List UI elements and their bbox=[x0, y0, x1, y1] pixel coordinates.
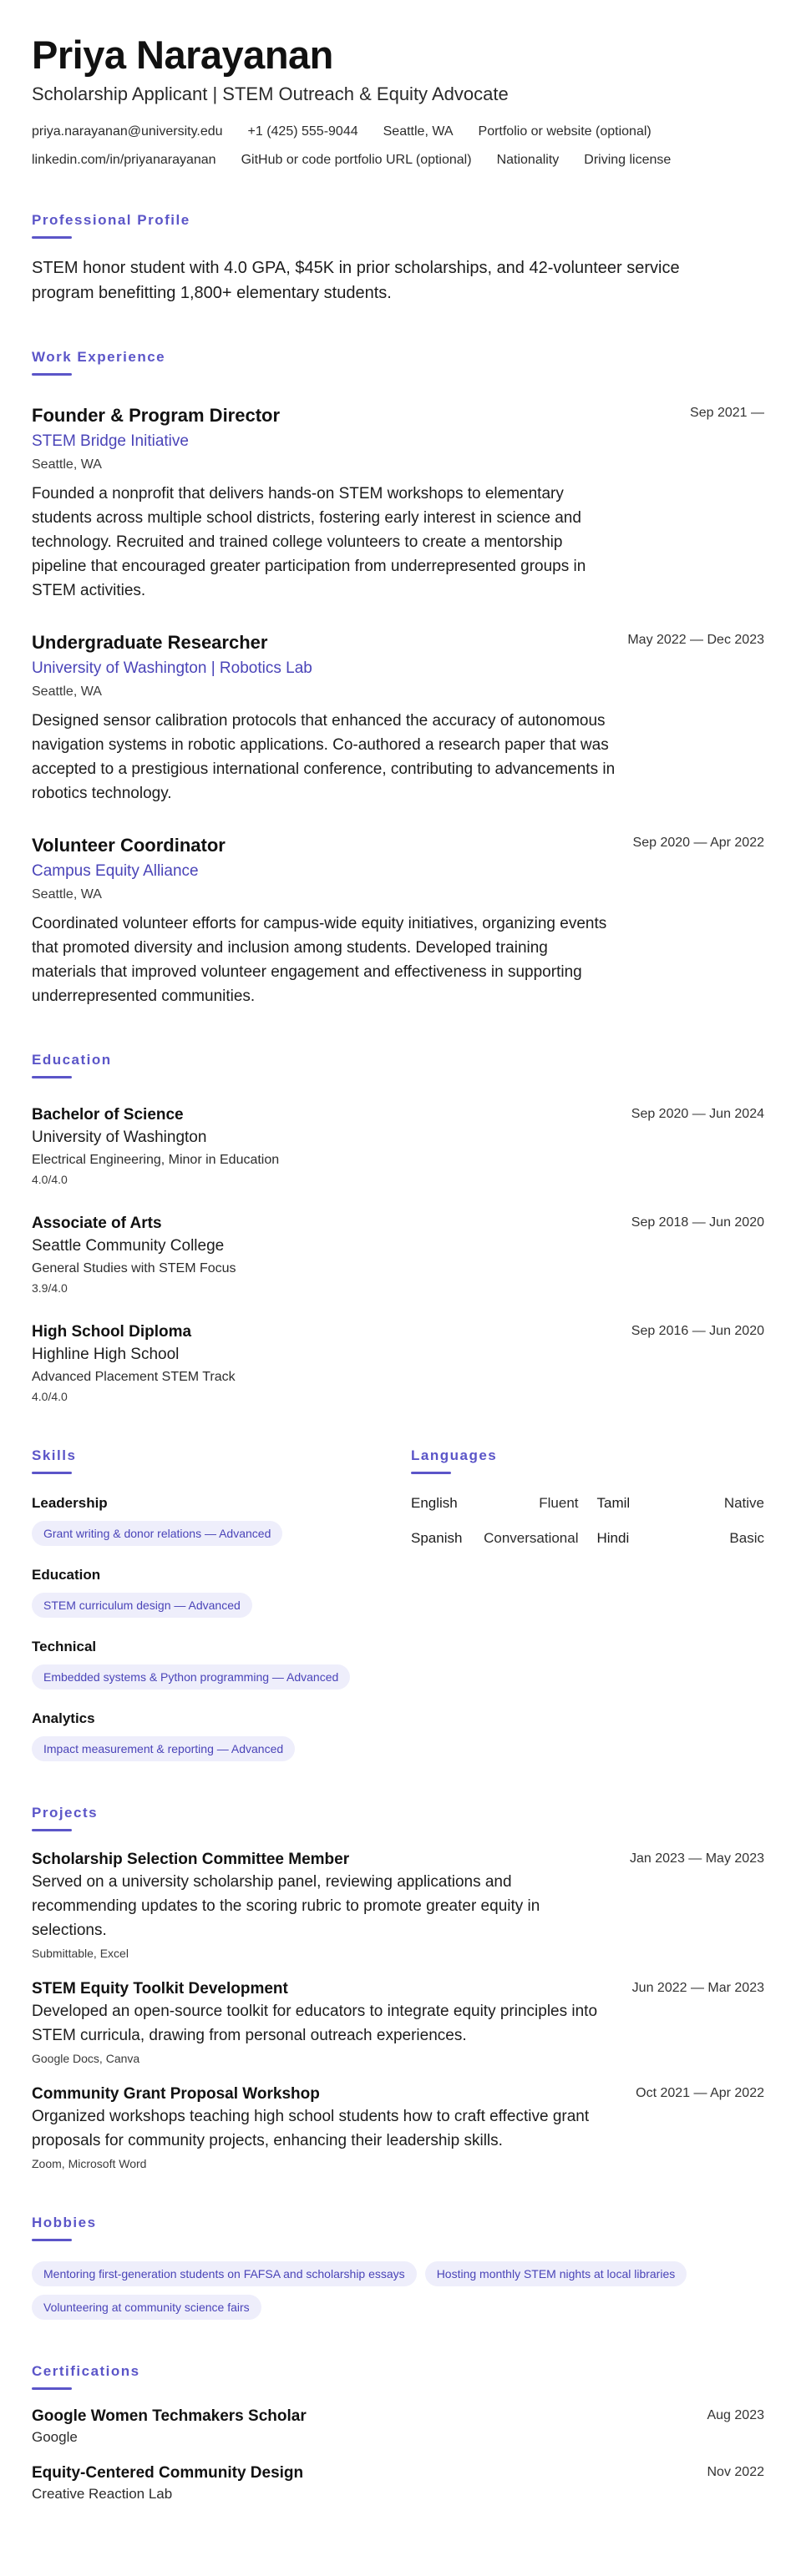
certification-date: Nov 2022 bbox=[707, 2465, 764, 2479]
language-level: Fluent bbox=[539, 1495, 579, 1511]
education-section bbox=[32, 1052, 764, 1404]
certification-entry bbox=[32, 2407, 764, 2447]
project-entry bbox=[32, 1850, 764, 1961]
education-gpa: 4.0/4.0 bbox=[32, 1390, 68, 1403]
hobbies-list bbox=[32, 2253, 764, 2320]
project-tools: Submittable, Excel bbox=[32, 1947, 129, 1960]
education-gpa: 4.0/4.0 bbox=[32, 1173, 68, 1186]
hobby-chip: Mentoring first-generation students on FAFSA and scholarship essays bbox=[32, 2261, 417, 2286]
candidate-name: Priya Narayanan bbox=[32, 33, 333, 77]
languages-grid bbox=[411, 1494, 764, 1548]
section-title: Hobbies bbox=[32, 2215, 97, 2230]
skill-category: Education bbox=[32, 1567, 101, 1583]
project-description: Developed an open-source toolkit for educators to integrate equity principles into STEM curricula, drawing from personal outreach experiences. bbox=[32, 2003, 598, 2044]
language-level: Conversational bbox=[484, 1530, 579, 1546]
language-name: Tamil bbox=[596, 1495, 631, 1511]
job-dates: May 2022 — Dec 2023 bbox=[627, 633, 764, 647]
languages-section bbox=[411, 1447, 764, 1761]
education-school: Seattle Community College bbox=[32, 1237, 225, 1255]
section-title: Skills bbox=[32, 1447, 77, 1463]
job-description: Founded a nonprofit that delivers hands-on STEM workshops to elementary students across multiple school districts, fostering early interest in science and technology. Recruited and trained college volunteers to create a mentorship pipeline that encouraged greater participation from underrepresented groups in STEM activities. bbox=[32, 485, 586, 599]
contact-location: Seattle, WA bbox=[383, 124, 454, 139]
certification-issuer: Creative Reaction Lab bbox=[32, 2486, 173, 2502]
job-location: Seattle, WA bbox=[32, 887, 102, 902]
project-entry bbox=[32, 1979, 764, 2066]
job-title: Volunteer Coordinator bbox=[32, 835, 226, 856]
skill-category: Technical bbox=[32, 1639, 97, 1654]
project-dates: Oct 2021 — Apr 2022 bbox=[636, 2086, 764, 2100]
project-description: Organized workshops teaching high school students how to craft effective grant proposals for community projects, enhancing their leadership skills. bbox=[32, 2108, 590, 2149]
contact-github[interactable]: GitHub or code portfolio URL (optional) bbox=[241, 153, 472, 167]
hobbies-section bbox=[32, 2215, 764, 2320]
hobby-chip: Volunteering at community science fairs bbox=[32, 2295, 261, 2320]
project-title: Community Grant Proposal Workshop bbox=[32, 2085, 320, 2103]
contact-driving-license: Driving license bbox=[584, 153, 672, 167]
skills-section bbox=[32, 1447, 411, 1761]
section-divider bbox=[32, 1829, 72, 1831]
job-entry bbox=[32, 631, 764, 806]
project-description: Served on a university scholarship panel, reviewing applications and recommending updates to the scoring rubric to promote greater equity in selections. bbox=[32, 1873, 540, 1939]
education-dates: Sep 2018 — Jun 2020 bbox=[631, 1215, 764, 1230]
education-entry bbox=[32, 1105, 764, 1187]
job-organization: University of Washington | Robotics Lab bbox=[32, 659, 312, 677]
education-field: Electrical Engineering, Minor in Education bbox=[32, 1153, 280, 1167]
language-name: Hindi bbox=[596, 1530, 630, 1546]
skill-chip: Grant writing & donor relations — Advanced bbox=[32, 1521, 282, 1546]
section-divider bbox=[32, 1076, 72, 1078]
contact-portfolio[interactable]: Portfolio or website (optional) bbox=[478, 124, 652, 139]
skills-languages-row bbox=[32, 1447, 764, 1761]
candidate-headline: Scholarship Applicant | STEM Outreach & Equity Advocate bbox=[32, 83, 509, 104]
education-degree: Associate of Arts bbox=[32, 1215, 162, 1232]
project-tools: Google Docs, Canva bbox=[32, 2052, 140, 2065]
skill-group bbox=[32, 1710, 411, 1761]
project-title: STEM Equity Toolkit Development bbox=[32, 1980, 288, 1998]
section-title: Work Experience bbox=[32, 349, 166, 365]
job-title: Undergraduate Researcher bbox=[32, 632, 268, 653]
section-divider bbox=[32, 373, 72, 376]
project-entry bbox=[32, 2084, 764, 2171]
language-level: Basic bbox=[729, 1530, 764, 1546]
job-location: Seattle, WA bbox=[32, 684, 102, 699]
certification-date: Aug 2023 bbox=[707, 2408, 764, 2422]
job-entry bbox=[32, 834, 764, 1008]
education-entry bbox=[32, 1214, 764, 1296]
project-tools: Zoom, Microsoft Word bbox=[32, 2157, 147, 2170]
language-name: Spanish bbox=[411, 1530, 463, 1546]
job-organization: Campus Equity Alliance bbox=[32, 862, 199, 880]
job-entry bbox=[32, 404, 764, 603]
contact-nationality: Nationality bbox=[496, 153, 560, 167]
skill-group bbox=[32, 1638, 411, 1690]
education-entry bbox=[32, 1322, 764, 1404]
education-field: General Studies with STEM Focus bbox=[32, 1261, 236, 1275]
certification-title: Equity-Centered Community Design bbox=[32, 2464, 304, 2482]
section-divider bbox=[32, 1472, 72, 1474]
education-field: Advanced Placement STEM Track bbox=[32, 1370, 236, 1384]
job-location: Seattle, WA bbox=[32, 457, 102, 472]
skill-group bbox=[32, 1494, 411, 1546]
section-divider bbox=[411, 1472, 451, 1474]
contact-phone[interactable]: +1 (425) 555-9044 bbox=[247, 124, 358, 139]
section-title: Languages bbox=[411, 1447, 498, 1463]
section-title: Education bbox=[32, 1052, 112, 1068]
section-divider bbox=[32, 2387, 72, 2390]
project-dates: Jun 2022 — Mar 2023 bbox=[631, 1981, 764, 1995]
language-item bbox=[597, 1494, 765, 1513]
education-dates: Sep 2020 — Jun 2024 bbox=[631, 1107, 764, 1121]
certifications-section bbox=[32, 2363, 764, 2503]
section-title: Projects bbox=[32, 1805, 99, 1821]
language-name: English bbox=[411, 1495, 458, 1511]
section-title: Certifications bbox=[32, 2363, 140, 2379]
language-item bbox=[411, 1494, 579, 1513]
job-description: Designed sensor calibration protocols that enhanced the accuracy of autonomous navigation systems in robotic applications. Co-authored a research paper that was accepted to a prestigious international conference, contributing to advancements in robotics technology. bbox=[32, 712, 616, 802]
certification-entry bbox=[32, 2463, 764, 2503]
section-divider bbox=[32, 2239, 72, 2241]
job-dates: Sep 2020 — Apr 2022 bbox=[632, 836, 764, 850]
profile-summary: STEM honor student with 4.0 GPA, $45K in prior scholarships, and 42-volunteer service program benefitting 1,800+ elementary students. bbox=[32, 259, 680, 302]
education-degree: High School Diploma bbox=[32, 1323, 192, 1341]
project-title: Scholarship Selection Committee Member bbox=[32, 1851, 350, 1868]
language-item bbox=[597, 1529, 765, 1548]
education-school: University of Washington bbox=[32, 1129, 207, 1146]
skill-group bbox=[32, 1566, 411, 1618]
contact-linkedin[interactable]: linkedin.com/in/priyanarayanan bbox=[32, 153, 216, 167]
job-title: Founder & Program Director bbox=[32, 405, 281, 426]
job-description: Coordinated volunteer efforts for campus-wide equity initiatives, organizing events that promoted diversity and inclusion among students. Developed training materials that improved volunteer engagement and effectiveness in supporting underrepresented communities. bbox=[32, 915, 607, 1005]
skill-chip: Embedded systems & Python programming — Advanced bbox=[32, 1664, 350, 1690]
education-dates: Sep 2016 — Jun 2020 bbox=[631, 1324, 764, 1338]
certification-issuer: Google bbox=[32, 2429, 78, 2445]
hobby-chip: Hosting monthly STEM nights at local libraries bbox=[425, 2261, 687, 2286]
skill-category: Leadership bbox=[32, 1495, 108, 1511]
job-organization: STEM Bridge Initiative bbox=[32, 432, 189, 450]
education-gpa: 3.9/4.0 bbox=[32, 1281, 68, 1295]
job-dates: Sep 2021 — bbox=[690, 406, 764, 420]
section-title: Professional Profile bbox=[32, 212, 190, 228]
contact-email[interactable]: priya.narayanan@university.edu bbox=[32, 124, 223, 139]
education-degree: Bachelor of Science bbox=[32, 1106, 184, 1124]
language-level: Native bbox=[723, 1495, 764, 1511]
certification-title: Google Women Techmakers Scholar bbox=[32, 2407, 307, 2425]
project-dates: Jan 2023 — May 2023 bbox=[630, 1851, 764, 1866]
language-item bbox=[411, 1529, 579, 1548]
skill-chip: STEM curriculum design — Advanced bbox=[32, 1593, 252, 1618]
skill-category: Analytics bbox=[32, 1710, 95, 1726]
experience-section bbox=[32, 349, 764, 1008]
contact-list bbox=[32, 124, 764, 169]
profile-section bbox=[32, 212, 764, 306]
skill-chip: Impact measurement & reporting — Advanced bbox=[32, 1736, 295, 1761]
resume-header bbox=[32, 32, 764, 169]
section-divider bbox=[32, 236, 72, 239]
projects-section bbox=[32, 1805, 764, 2171]
education-school: Highline High School bbox=[32, 1346, 180, 1363]
